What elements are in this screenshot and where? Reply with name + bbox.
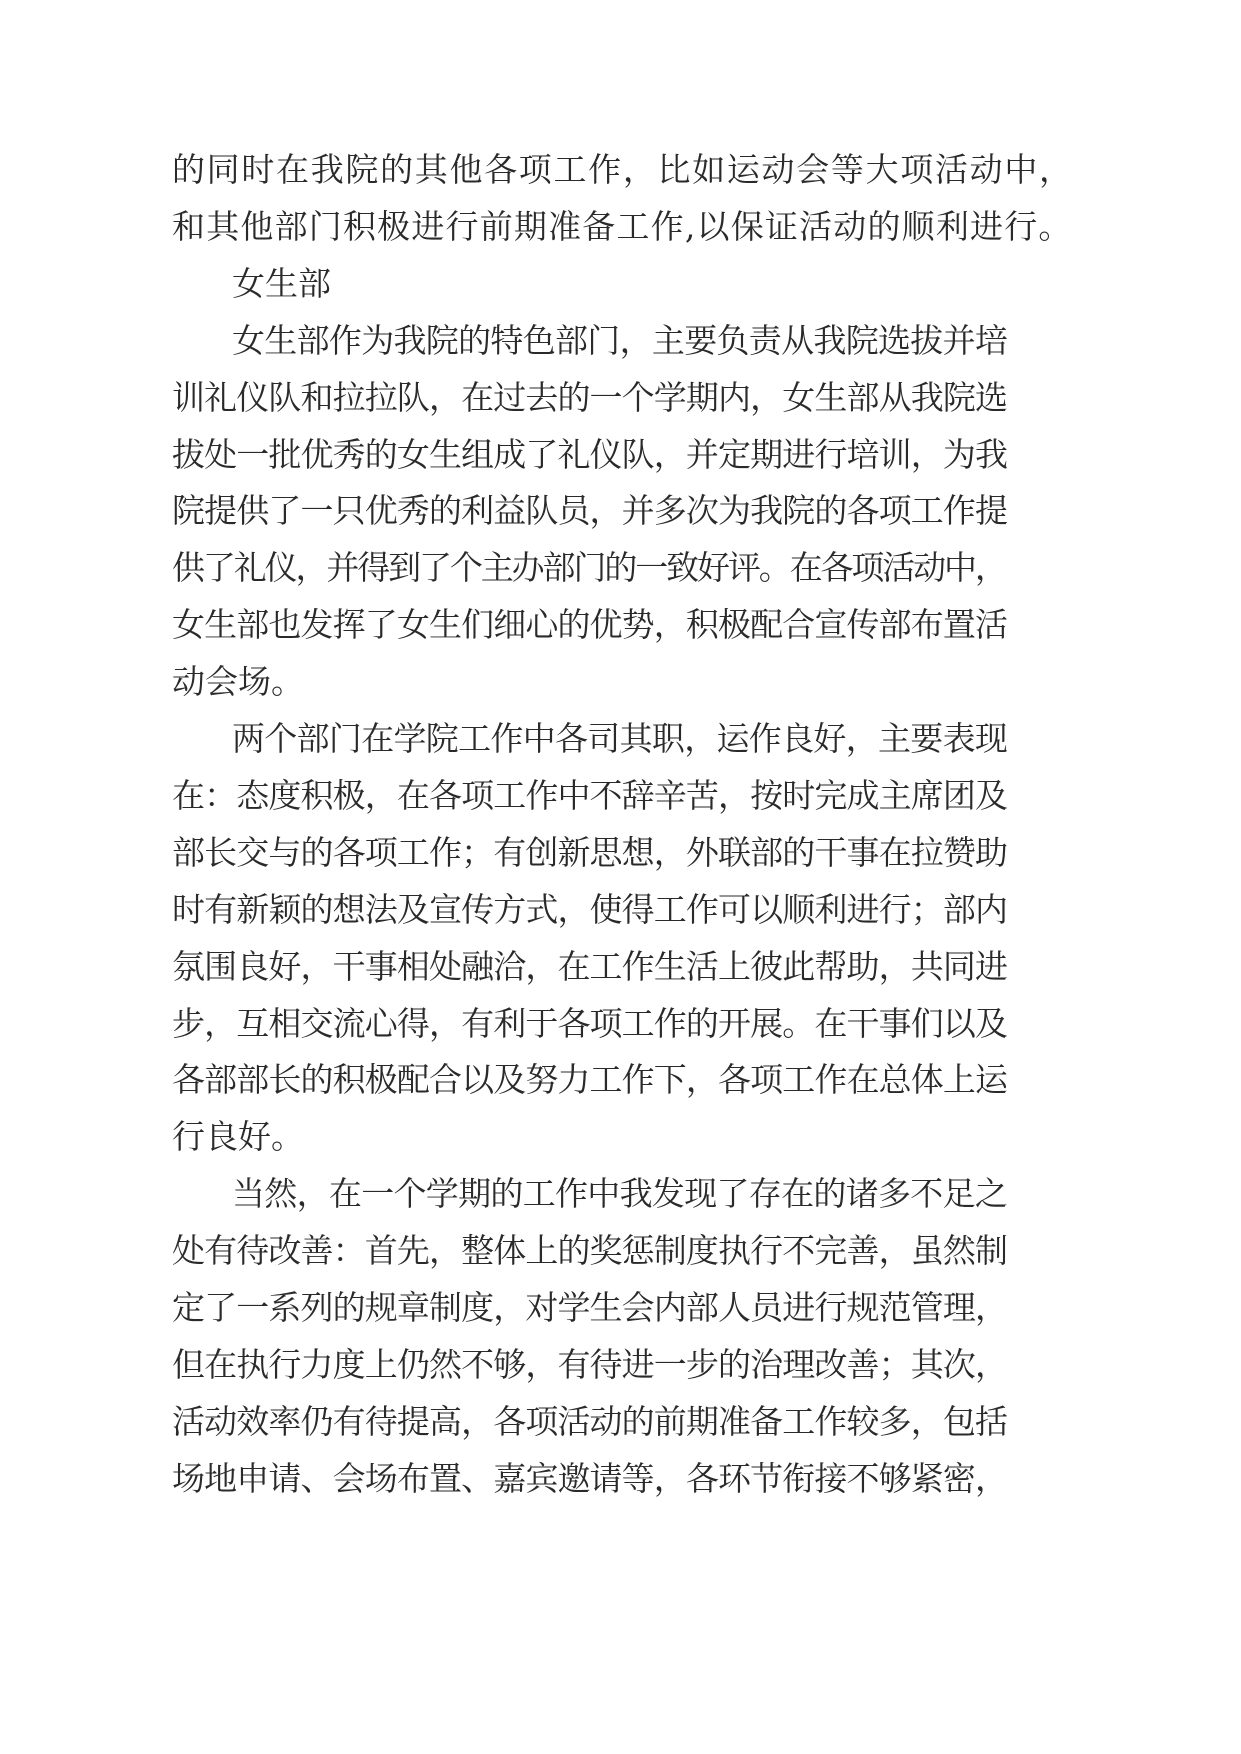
text-line: 场地申请、会场布置、嘉宾邀请等，各环节衔接不够紧密， bbox=[172, 1459, 1008, 1498]
text-line: 活动效率仍有待提高，各项活动的前期准备工作较多，包括 bbox=[172, 1402, 1008, 1441]
text-line: 定了一系列的规章制度，对学生会内部人员进行规范管理， bbox=[172, 1288, 1008, 1327]
text-line: 两个部门在学院工作中各司其职，运作良好，主要表现 bbox=[232, 719, 1008, 758]
text-line: 的同时在我院的其他各项工作，比如运动会等大项活动中， bbox=[172, 150, 1074, 189]
text-line: 行良好。 bbox=[172, 1117, 304, 1156]
text-line: 和其他部门积极进行前期准备工作,以保证活动的顺利进行。 bbox=[172, 207, 1073, 246]
text-line: 女生部作为我院的特色部门，主要负责从我院选拔并培 bbox=[232, 321, 1008, 360]
section-heading: 女生部 bbox=[232, 264, 331, 303]
text-line: 动会场。 bbox=[172, 662, 304, 701]
text-line: 时有新颖的想法及宣传方式，使得工作可以顺利进行；部内 bbox=[172, 890, 1008, 929]
text-line: 各部部长的积极配合以及努力工作下，各项工作在总体上运 bbox=[172, 1060, 1008, 1099]
text-line: 女生部也发挥了女生们细心的优势，积极配合宣传部布置活 bbox=[172, 605, 1008, 644]
text-line: 但在执行力度上仍然不够，有待进一步的治理改善；其次， bbox=[172, 1345, 1008, 1384]
text-line: 在：态度积极，在各项工作中不辞辛苦，按时完成主席团及 bbox=[172, 776, 1008, 815]
text-line: 拔处一批优秀的女生组成了礼仪队，并定期进行培训，为我 bbox=[172, 435, 1008, 474]
text-line: 步，互相交流心得，有利于各项工作的开展。在干事们以及 bbox=[172, 1004, 1008, 1043]
text-line: 氛围良好，干事相处融洽，在工作生活上彼此帮助，共同进 bbox=[172, 947, 1008, 986]
text-line: 当然，在一个学期的工作中我发现了存在的诸多不足之 bbox=[232, 1174, 1008, 1213]
text-line: 处有待改善：首先，整体上的奖惩制度执行不完善，虽然制 bbox=[172, 1231, 1008, 1270]
text-line: 部长交与的各项工作；有创新思想，外联部的干事在拉赞助 bbox=[172, 833, 1008, 872]
text-line: 训礼仪队和拉拉队，在过去的一个学期内，女生部从我院选 bbox=[172, 378, 1008, 417]
text-line: 供了礼仪，并得到了个主办部门的一致好评。在各项活动中， bbox=[172, 548, 1006, 587]
text-line: 院提供了一只优秀的利益队员，并多次为我院的各项工作提 bbox=[172, 491, 1008, 530]
